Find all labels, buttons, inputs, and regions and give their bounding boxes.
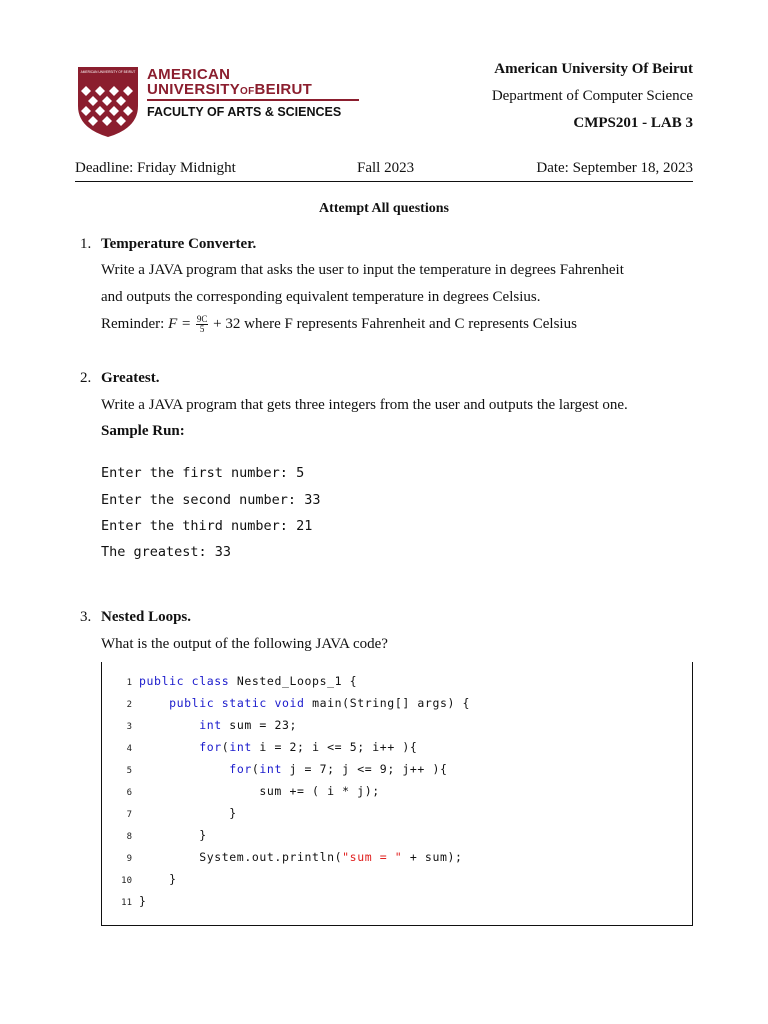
code-text xyxy=(139,718,297,732)
code-line xyxy=(102,806,692,824)
code-text xyxy=(139,828,207,842)
code-text xyxy=(139,784,380,798)
header-course: CMPS201 - LAB 3 xyxy=(573,115,693,131)
q3-number: 3. xyxy=(80,609,92,625)
q1-title: Temperature Converter. xyxy=(101,236,257,252)
code-token: i = 2; i <= 5; i++ ){ xyxy=(251,740,418,754)
q1-number: 1. xyxy=(80,236,92,252)
line-number: 9 xyxy=(126,854,132,864)
line-number: 8 xyxy=(126,832,132,842)
code-token: } xyxy=(139,872,177,886)
code-line xyxy=(102,740,692,758)
code-line xyxy=(102,850,692,868)
code-token: sum += ( i * j); xyxy=(139,784,380,798)
code-token xyxy=(139,740,199,754)
code-token: ( xyxy=(251,762,260,776)
code-text xyxy=(139,806,237,820)
code-text xyxy=(139,850,463,864)
code-token: } xyxy=(139,894,147,908)
code-line xyxy=(102,718,692,736)
code-token: main(String[] args) { xyxy=(304,696,471,710)
q2-number: 2. xyxy=(80,370,92,386)
code-token: + sum); xyxy=(402,850,463,864)
sample-run-line: Enter the first number: 5 xyxy=(101,465,305,481)
code-keyword: public class xyxy=(139,674,230,688)
code-keyword: for xyxy=(229,762,252,776)
code-token: ( xyxy=(221,740,230,754)
q2-line-1: Write a JAVA program that gets three integers from the user and outputs the largest one. xyxy=(101,397,628,413)
code-token: } xyxy=(139,828,207,842)
line-number: 4 xyxy=(126,744,132,754)
code-listing xyxy=(101,662,693,926)
sample-run-line: Enter the second number: 33 xyxy=(101,492,321,508)
line-number: 11 xyxy=(121,898,132,908)
line-number: 7 xyxy=(126,810,132,820)
code-text xyxy=(139,674,357,688)
code-token: System.out.println( xyxy=(139,850,343,864)
sample-run-line: The greatest: 33 xyxy=(101,544,232,560)
code-keyword: int xyxy=(229,740,252,754)
line-number: 5 xyxy=(126,766,132,776)
code-text xyxy=(139,894,147,908)
q1-line-1: Write a JAVA program that asks the user to input the temperature in degrees Fahrenheit xyxy=(101,262,624,278)
line-number: 2 xyxy=(126,700,132,710)
code-keyword: public static void xyxy=(169,696,305,710)
q1-line-2: and outputs the corresponding equivalent temperature in degrees Celsius. xyxy=(101,289,541,305)
code-token: sum = 23; xyxy=(221,718,298,732)
formula-fraction: $\frac{9C}{5}$ xyxy=(196,314,208,334)
code-token: Nested_Loops_1 { xyxy=(229,674,358,688)
code-token xyxy=(139,762,229,776)
line-number: 3 xyxy=(126,722,132,732)
date: Date: September 18, 2023 xyxy=(536,160,693,176)
code-keyword: int xyxy=(259,762,282,776)
deadline: Deadline: Friday Midnight xyxy=(75,160,236,176)
q3-line-1: What is the output of the following JAVA code? xyxy=(101,636,388,652)
code-line xyxy=(102,828,692,846)
code-line xyxy=(102,762,692,780)
q1-reminder: Reminder: F = $\frac{9C}{5}$ + 32 where F represents Fahrenheit and C represents Celsius xyxy=(101,314,577,334)
aub-shield-icon xyxy=(77,66,139,138)
code-token xyxy=(139,696,169,710)
code-line xyxy=(102,674,692,692)
q2-title: Greatest. xyxy=(101,370,160,386)
code-line xyxy=(102,784,692,802)
header-university: American University Of Beirut xyxy=(494,61,693,77)
code-token xyxy=(139,718,199,732)
logo-line-american: AMERICAN xyxy=(147,66,231,83)
line-number: 6 xyxy=(126,788,132,798)
code-text xyxy=(139,740,417,754)
line-number: 1 xyxy=(126,678,132,688)
aub-fas-logo xyxy=(77,66,367,138)
code-keyword: int xyxy=(199,718,222,732)
svg-text:AMERICAN UNIVERSITY OF BEIRUT: AMERICAN UNIVERSITY OF BEIRUT xyxy=(80,70,136,74)
code-line xyxy=(102,894,692,912)
code-token: j = 7; j <= 9; j++ ){ xyxy=(281,762,448,776)
header-rule xyxy=(75,181,693,182)
code-text xyxy=(139,762,448,776)
code-string: "sum = " xyxy=(342,850,403,864)
sample-run-line: Enter the third number: 21 xyxy=(101,518,313,534)
line-number: 10 xyxy=(121,876,132,886)
code-line xyxy=(102,872,692,890)
logo-line-faculty: FACULTY OF ARTS & SCIENCES xyxy=(147,105,342,119)
code-token: } xyxy=(139,806,237,820)
q3-title: Nested Loops. xyxy=(101,609,192,625)
code-text xyxy=(139,696,470,710)
code-text xyxy=(139,872,177,886)
logo-divider xyxy=(147,99,359,101)
code-line xyxy=(102,696,692,714)
code-keyword: for xyxy=(199,740,222,754)
instructions: Attempt All questions xyxy=(319,201,449,216)
q2-sample-label: Sample Run: xyxy=(101,423,185,439)
logo-line-university: UNIVERSITYOFBEIRUT xyxy=(147,81,313,98)
header-department: Department of Computer Science xyxy=(491,88,693,104)
term: Fall 2023 xyxy=(357,160,415,176)
